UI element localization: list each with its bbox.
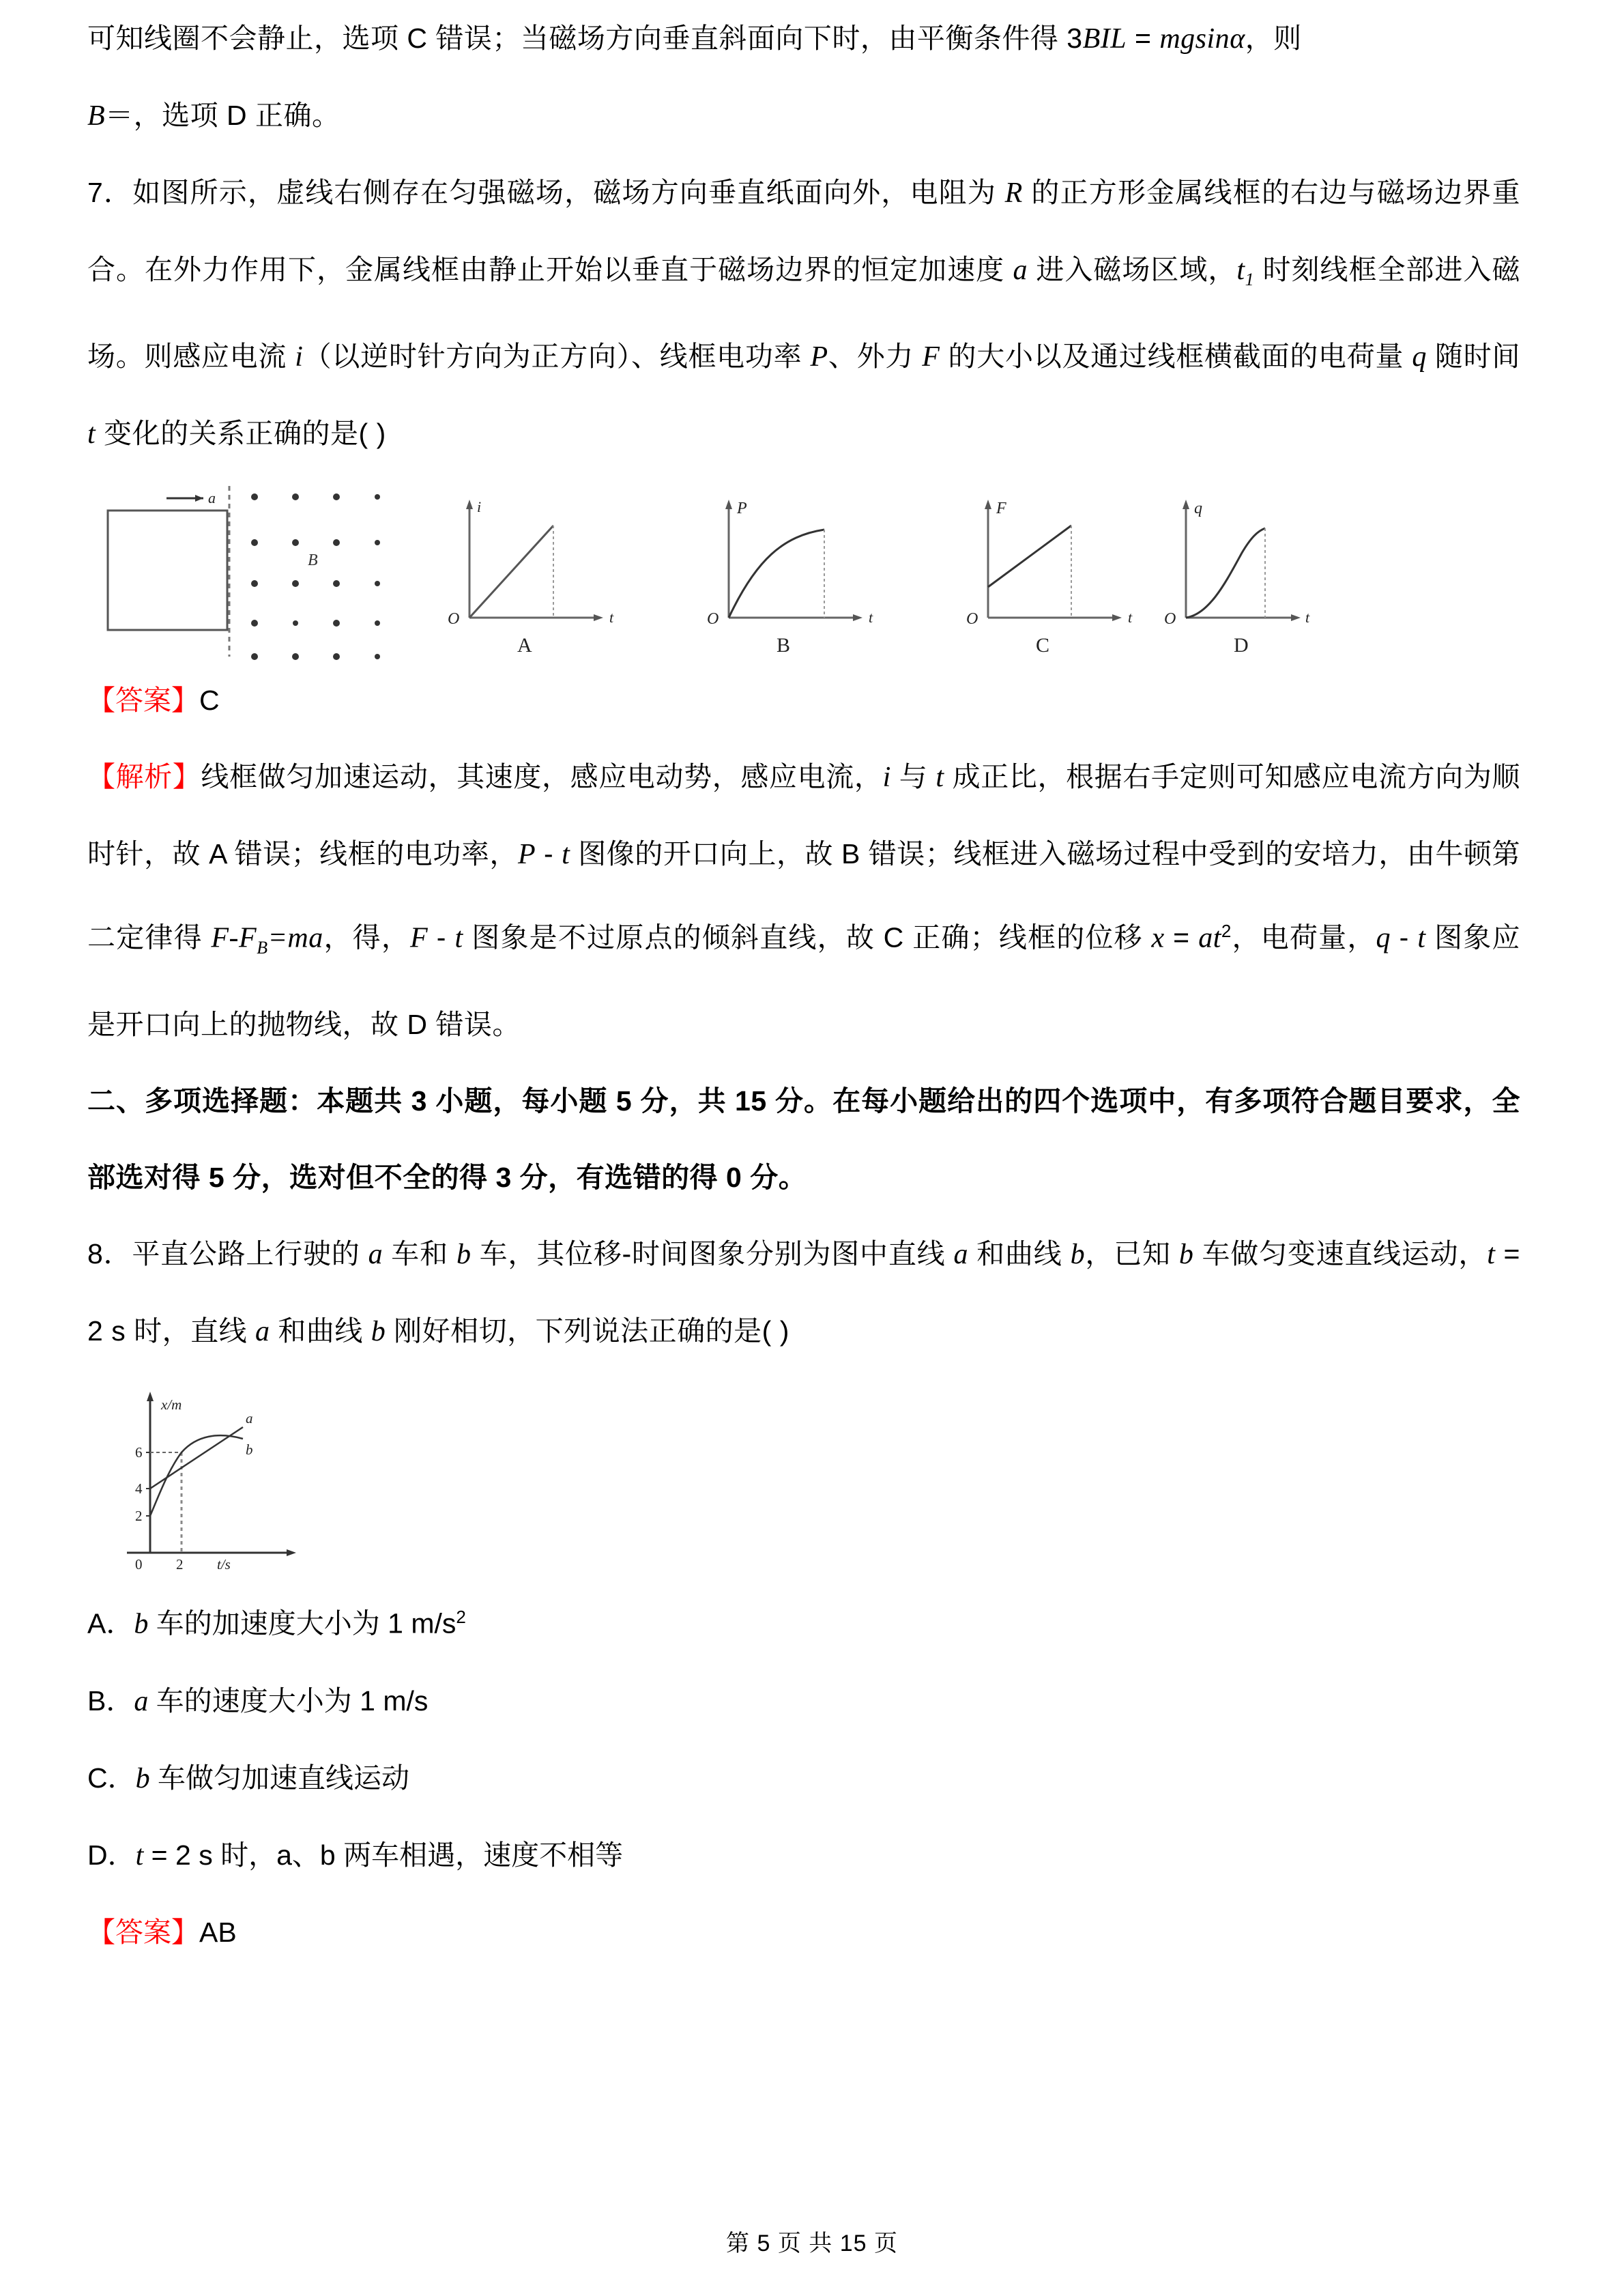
question-7-text: [87, 154, 1520, 472]
graph-C-caption: C: [1036, 634, 1050, 657]
formula-sin: sin: [1195, 23, 1230, 55]
q8-var-a3: a: [255, 1316, 270, 1348]
analysis-at-sup: 2: [1221, 921, 1232, 942]
q8-ytick-2: 2: [135, 1508, 143, 1525]
option-B-text: 车的速度大小为 1 m/s: [148, 1684, 429, 1717]
question-7-answer: [87, 662, 1520, 738]
q8-text-5: ，已知: [1085, 1238, 1179, 1270]
analysis-var-t2: t: [562, 839, 570, 871]
q8-label-a: a: [246, 1410, 253, 1427]
q8-text-2: 车和: [383, 1238, 456, 1270]
analysis-var-F2: F: [410, 922, 429, 954]
continuation-text-1: 可知线圈不会静止，选项 C 错误；当磁场方向垂直斜面向下时，由平衡条件得 3: [87, 23, 1083, 54]
question-7-number: 7．: [87, 177, 133, 208]
analysis-minus: -: [229, 922, 240, 954]
analysis-var-t4: t: [1417, 922, 1426, 954]
continuation-paragraph-line1: [87, 0, 1520, 77]
q8-text-7: = 2 s 时，直线: [87, 1238, 1520, 1347]
graph-D-y-arrow: [1183, 500, 1189, 509]
analysis-label: 【解析】: [87, 761, 201, 793]
question-8-option-A: [87, 1579, 1520, 1663]
analysis-dash-1: -: [536, 838, 562, 870]
acceleration-arrow-head: [195, 495, 203, 502]
q7-text-1: 如图所示，虚线右侧存在匀强磁场，磁场方向垂直纸面向外，电阻为: [132, 177, 1005, 208]
q7-var-a: a: [1013, 255, 1028, 286]
q7-text-3: 进入磁场区域，: [1028, 254, 1237, 285]
question-8-answer: [87, 1894, 1520, 1970]
formula-mg: mg: [1159, 23, 1195, 55]
section-2-heading: 二、多项选择题：本题共 3 小题，每小题 5 分，共 15 分。在每小题给出的四个选项中，有多项符合题目要求，全部选对得 5 分，选对但不全的得 3 分，有选错的得 0 分。: [87, 1085, 1520, 1194]
q7-var-q: q: [1412, 341, 1427, 373]
q7-text-9: 变化的关系正确的是( ): [96, 418, 386, 450]
graph-A-x-label: t: [609, 609, 614, 627]
option-C-var: b: [135, 1762, 150, 1794]
analysis-var-t: t: [936, 762, 944, 794]
question-8-option-B: [87, 1663, 1520, 1740]
continuation-text-3: ＝，选项 D 正确。: [105, 100, 340, 131]
graph-D-x-arrow: [1291, 614, 1301, 621]
formula-alpha: α: [1230, 23, 1245, 55]
q8-y-axis-label: x/m: [161, 1396, 182, 1414]
option-C-text: 车做匀加速直线运动: [149, 1762, 409, 1794]
graph-D: [1164, 500, 1310, 657]
option-D-text: = 2 s 时，a、b 两车相遇，速度不相等: [143, 1839, 624, 1871]
answer-label: 【答案】: [87, 685, 199, 717]
graph-D-x-label: t: [1305, 609, 1310, 627]
q8-xtick-2: 2: [176, 1556, 184, 1573]
q8-x-axis-label: t/s: [217, 1556, 231, 1573]
q8-label-b: b: [246, 1441, 253, 1459]
acceleration-label: a: [208, 489, 216, 507]
graph-D-origin-label: O: [1164, 610, 1176, 629]
graph-C: [966, 500, 1133, 657]
q8-text-3: 车，其位移‑时间图象分别为图中直线: [471, 1238, 954, 1270]
metal-loop-rect: [108, 511, 227, 630]
graph-C-y-label: F: [996, 500, 1006, 518]
graph-C-curve: [988, 526, 1071, 587]
analysis-var-i: i: [882, 762, 891, 794]
field-dots-group: [251, 493, 380, 660]
graph-A-x-arrow: [594, 614, 603, 621]
q8-answer-value: AB: [199, 1916, 237, 1948]
q8-ytick-4: 4: [135, 1480, 143, 1497]
q8-text-1: 平直公路上行驶的: [132, 1238, 368, 1270]
graph-B-x-arrow: [853, 614, 862, 621]
question-7-figure: [101, 478, 1316, 662]
graph-A-origin-label: O: [448, 610, 460, 629]
option-A-text: 车的加速度大小为 1 m/s: [148, 1607, 456, 1639]
q8-curve-b: [150, 1435, 243, 1516]
q8-var-a: a: [368, 1239, 383, 1271]
analysis-text-1: 线框做匀加速运动，其速度，感应电动势，感应电流，: [201, 761, 883, 793]
q8-ytick-6: 6: [135, 1444, 143, 1461]
q7-var-P: P: [810, 341, 828, 373]
analysis-text-5: ，得，: [323, 921, 411, 953]
option-D-letter: D．: [87, 1839, 136, 1871]
analysis-eq: =: [267, 922, 288, 954]
graph-D-y-label: q: [1194, 500, 1202, 518]
analysis-text-6: 图象是不过原点的倾斜直线，故 C 正确；线框的位移: [463, 921, 1152, 953]
q7-figure-svg: [101, 478, 1316, 662]
q8-answer-label: 【答案】: [87, 1916, 199, 1948]
option-A-letter: A．: [87, 1607, 134, 1639]
option-B-var: a: [134, 1685, 149, 1717]
formula-bil: BIL: [1082, 23, 1127, 55]
graph-B-origin-label: O: [707, 610, 719, 629]
q7-text-4: 时刻线框全部进入磁场。则感应电流: [87, 254, 1521, 373]
analysis-var-F1: F: [211, 922, 229, 954]
analysis-var-FB-sub: B: [257, 938, 268, 958]
q7-var-i: i: [295, 341, 304, 373]
continuation-paragraph-line2: [87, 77, 1520, 154]
graph-D-caption: D: [1234, 634, 1249, 657]
graph-A-caption: A: [517, 634, 532, 657]
q7-text-6: 、外力: [828, 341, 923, 373]
q8-y-arrow: [147, 1392, 154, 1401]
graph-C-y-arrow: [985, 500, 991, 509]
q7-var-t2: t: [87, 418, 96, 450]
graph-B: [707, 500, 873, 657]
analysis-dash-2: -: [428, 921, 455, 953]
analysis-text-8: 图象应是开口向上的抛物线，故 D 错误。: [87, 921, 1521, 1041]
analysis-dash-3: -: [1391, 921, 1418, 953]
q8-text-9: 刚好相切，下列说法正确的是( ): [386, 1315, 789, 1347]
graph-C-origin-label: O: [966, 610, 978, 629]
analysis-text-4: 图像的开口向上，故 B 错误；线框进入磁场过程中受到的安培力，由牛顿第二定律得: [87, 838, 1520, 953]
graph-D-curve: [1186, 528, 1265, 618]
question-8-text: [87, 1216, 1520, 1370]
question-7-analysis: [87, 738, 1520, 1063]
continuation-text-2: ，则: [1245, 23, 1302, 54]
analysis-var-t3: t: [454, 922, 463, 954]
analysis-at: at: [1198, 922, 1221, 954]
answer-value: C: [199, 685, 220, 717]
formula-b: B: [87, 100, 106, 132]
graph-B-y-arrow: [725, 500, 732, 509]
graph-B-x-label: t: [869, 609, 873, 627]
graph-C-x-label: t: [1128, 609, 1133, 627]
graph-A-y-label: i: [477, 498, 482, 516]
q8-figure-svg: [108, 1374, 394, 1579]
page-footer: 第 5 页 共 15 页: [726, 2230, 898, 2256]
option-A-var: b: [134, 1608, 149, 1640]
analysis-text-7: ，电荷量，: [1231, 921, 1376, 953]
option-B-letter: B．: [87, 1684, 134, 1717]
q8-text-8: 和曲线: [270, 1315, 371, 1347]
option-A-sup: 2: [456, 1607, 466, 1628]
graph-B-caption: B: [777, 634, 791, 657]
q7-text-2: 的正方形金属线框的右边与磁场边界重合。在外力作用下，金属线框由静止开始以垂直于磁场边界的恒定加速度: [87, 177, 1521, 285]
graph-C-x-arrow: [1112, 614, 1122, 621]
analysis-ma: ma: [287, 922, 323, 954]
graph-A: [448, 498, 614, 657]
analysis-eq-2: =: [1164, 921, 1199, 953]
q7-var-F: F: [922, 341, 940, 373]
q7-text-5: （以逆时针方向为正方向）、线框电功率: [303, 341, 811, 373]
question-8-figure: [108, 1374, 394, 1579]
q7-text-7: 的大小以及通过线框横截面的电荷量: [940, 341, 1412, 373]
analysis-var-x: x: [1151, 922, 1165, 954]
option-C-letter: C．: [87, 1762, 136, 1794]
q7-text-8: 随时间: [1426, 341, 1520, 373]
question-8-number: 8．: [87, 1238, 132, 1270]
q8-text-4: 和曲线: [968, 1238, 1071, 1270]
analysis-var-P: P: [517, 839, 536, 871]
field-label-B: B: [308, 551, 318, 570]
q8-var-a2: a: [953, 1239, 969, 1271]
q7-var-t1: t: [1236, 255, 1245, 286]
q8-var-b3: b: [1178, 1239, 1194, 1271]
graph-B-y-label: P: [737, 500, 747, 518]
question-8-option-D: [87, 1817, 1520, 1894]
q8-origin-label: 0: [135, 1556, 143, 1573]
option-D-var: t: [135, 1839, 144, 1871]
analysis-var-FB: F: [239, 922, 257, 954]
graph-B-curve: [729, 530, 824, 618]
q8-var-t: t: [1487, 1239, 1496, 1271]
q8-var-b2: b: [1070, 1239, 1086, 1271]
q8-text-6: 车做匀变速直线运动，: [1193, 1238, 1488, 1270]
question-8-option-C: [87, 1740, 1520, 1817]
q7-var-t1-sub: 1: [1245, 270, 1255, 290]
analysis-var-q: q: [1376, 922, 1391, 954]
q8-x-arrow: [287, 1549, 296, 1556]
analysis-text-3: 成正比，根据右手定则可知感应电流方向为顺时针，故 A 错误；线框的电功率，: [87, 761, 1521, 870]
analysis-text-2: 与: [890, 761, 936, 793]
q7-var-R: R: [1004, 177, 1023, 209]
formula-eq: =: [1127, 23, 1160, 54]
page-content: [87, 0, 1520, 1970]
graph-A-curve: [469, 526, 553, 618]
q8-var-b: b: [456, 1239, 472, 1271]
graph-A-y-arrow: [466, 500, 473, 509]
q8-var-b4: b: [371, 1316, 386, 1348]
